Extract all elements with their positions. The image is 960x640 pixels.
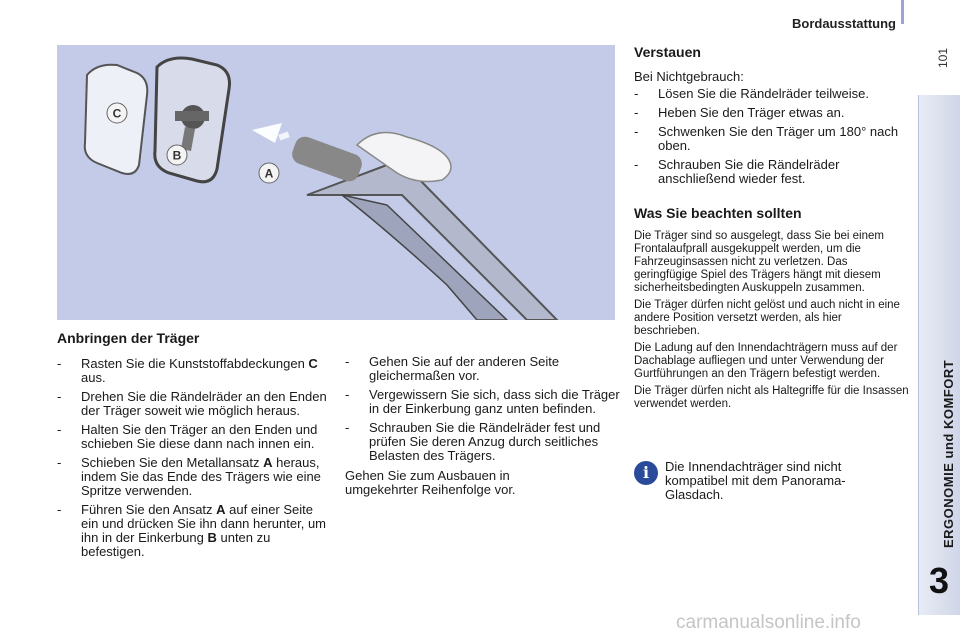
info-box xyxy=(634,460,904,510)
removal-note: Gehen Sie zum Ausbauen in umgekehrter Reihenfolge vor. xyxy=(345,468,516,497)
storage-intro: Bei Nichtgebrauch: xyxy=(634,69,744,84)
mounting-steps-continued-list xyxy=(345,355,620,468)
list-item: - Schieben Sie den Metallansatz A heraus, indem Sie das Ende des Trägers wie eine Spritze verwenden. xyxy=(57,455,321,498)
list-item: - Heben Sie den Träger etwas an. xyxy=(634,105,845,120)
info-icon: i xyxy=(634,461,658,485)
side-tab-label: ERGONOMIE und KOMFORT xyxy=(941,359,956,548)
list-item: - Drehen Sie die Rändelräder an den Enden der Träger soweit wie möglich heraus. xyxy=(57,389,327,418)
plastic-cover-drawing xyxy=(85,58,230,182)
mounting-steps-list xyxy=(57,357,332,564)
note-paragraph: Die Ladung auf den Innendachträgern muss auf der Dachablage aufliegen und unter Verwendung der Gurtführungen an den Trägern befestigt werden. xyxy=(634,342,898,380)
svg-text:A: A xyxy=(264,166,274,181)
rail-drawing xyxy=(289,133,557,321)
illustration xyxy=(57,45,615,320)
list-item: - Lösen Sie die Rändelräder teilweise. xyxy=(634,86,870,101)
header-title: Bordausstattung xyxy=(792,16,896,31)
page-number: 101 xyxy=(936,47,950,68)
list-item: - Rasten Sie die Kunststoffabdeckungen C aus. xyxy=(57,356,318,385)
push-arrow-icon xyxy=(252,123,290,143)
notes-block xyxy=(634,230,909,415)
note-paragraph: Die Träger dürfen nicht als Haltegriffe für die Insassen verwendet werden. xyxy=(634,385,909,410)
list-item: - Schrauben Sie die Rändelräder anschließend wieder fest. xyxy=(634,157,840,186)
label-badge-c xyxy=(107,103,127,123)
roof-rack-illustration xyxy=(57,45,615,320)
label-badge-a xyxy=(259,163,279,183)
list-item: - Führen Sie den Ansatz A auf einer Seite ein und drücken Sie ihn dann herunter, um ihn in der Einkerbung B unten zu befestigen. xyxy=(57,502,327,559)
list-item: - Schwenken Sie den Träger um 180° nach oben. xyxy=(634,124,899,153)
list-item: - Halten Sie den Träger an den Enden und schieben Sie diese dann nach innen ein. xyxy=(57,422,318,451)
storage-steps-list xyxy=(634,87,899,191)
list-item: - Schrauben Sie die Rändelräder fest und prüfen Sie deren Anzug durch seitliches Belasten des Trägers. xyxy=(345,420,601,463)
section-heading-notes: Was Sie beachten sollten xyxy=(634,205,802,221)
svg-text:B: B xyxy=(172,148,182,163)
chapter-number: 3 xyxy=(928,560,950,601)
section-heading-storage: Verstauen xyxy=(634,44,701,60)
section-heading-mounting: Anbringen der Träger xyxy=(57,330,200,346)
label-badge-b xyxy=(167,145,187,165)
info-text: Die Innendachträger sind nicht kompatibel mit dem Panorama-Glasdach. xyxy=(665,459,846,502)
watermark: carmanualsonline.info xyxy=(676,612,861,633)
list-item: - Vergewissern Sie sich, dass sich die Träger in der Einkerbung ganz unten befinden. xyxy=(345,387,620,416)
note-paragraph: Die Träger dürfen nicht gelöst und auch nicht in eine andere Position versetzt werden, als hier beschrieben. xyxy=(634,299,900,337)
header-divider xyxy=(901,0,904,24)
note-paragraph: Die Träger sind so ausgelegt, dass Sie bei einem Frontalaufprall ausgekuppelt werden, um die Fahrzeuginsassen nicht zu verletzen. Das geringfügige Spiel des Trägers hängt mit diesem sicherheitsbedingten Auskuppeln zusammen. xyxy=(634,230,884,294)
list-item: - Gehen Sie auf der anderen Seite gleichermaßen vor. xyxy=(345,354,560,383)
svg-text:C: C xyxy=(112,106,122,121)
